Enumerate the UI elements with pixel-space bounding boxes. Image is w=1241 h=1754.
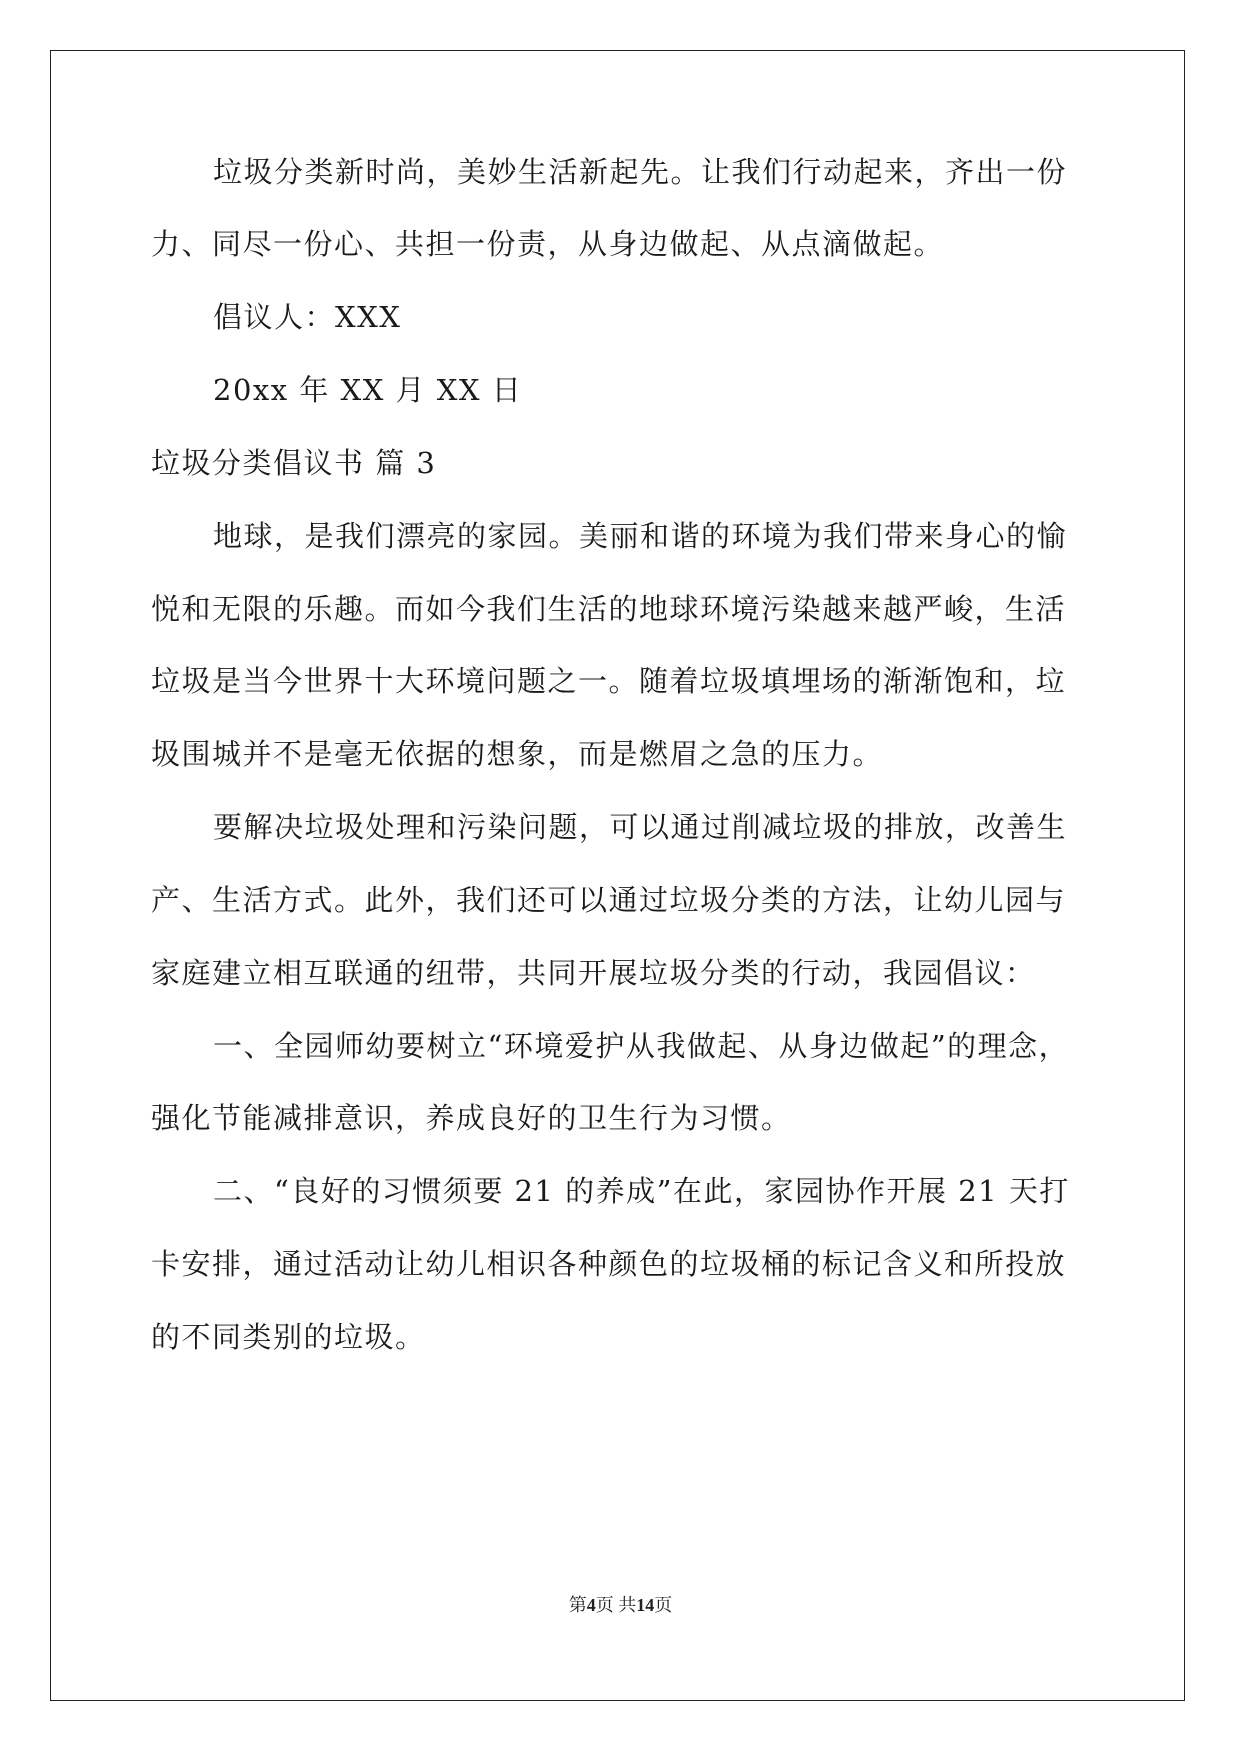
paragraph-line: 要解决垃圾处理和污染问题，可以通过削减垃圾的排放，改善生 bbox=[213, 810, 1068, 844]
paragraph-line: 地球，是我们漂亮的家园。美丽和谐的环境为我们带来身心的愉 bbox=[213, 519, 1068, 553]
paragraph-line: 悦和无限的乐趣。而如今我们生活的地球环境污染越来越严峻，生活 bbox=[151, 592, 1067, 626]
paragraph-line: 垃圾分类新时尚，美妙生活新起先。让我们行动起来，齐出一份 bbox=[213, 155, 1068, 189]
footer-mid: 页 共 bbox=[595, 1595, 637, 1615]
paragraph-line: 垃圾是当今世界十大环境问题之一。随着垃圾填埋场的渐渐饱和，垃 bbox=[151, 664, 1067, 698]
date-line: 20xx 年 XX 月 XX 日 bbox=[213, 373, 523, 407]
page-footer bbox=[0, 1591, 1241, 1617]
paragraph-line: 家庭建立相互联通的纽带，共同开展垃圾分类的行动，我园倡议： bbox=[151, 956, 1036, 990]
paragraph-line: 二、“良好的习惯须要 21 的养成”在此，家园协作开展 21 天打 bbox=[213, 1174, 1070, 1208]
paragraph-line: 强化节能减排意识，养成良好的卫生行为习惯。 bbox=[151, 1101, 792, 1135]
paragraph-line: 卡安排，通过活动让幼儿相识各种颜色的垃圾桶的标记含义和所投放 bbox=[151, 1247, 1067, 1281]
current-page-number: 4 bbox=[586, 1595, 596, 1615]
total-page-count: 14 bbox=[636, 1595, 655, 1615]
footer-prefix: 第 bbox=[568, 1595, 587, 1615]
signer-line: 倡议人：XXX bbox=[213, 300, 402, 334]
paragraph-line: 圾围城并不是毫无依据的想象，而是燃眉之急的压力。 bbox=[151, 737, 884, 771]
paragraph-line: 力、同尽一份心、共担一份责，从身边做起、从点滴做起。 bbox=[151, 227, 945, 261]
paragraph-line: 产、生活方式。此外，我们还可以通过垃圾分类的方法，让幼儿园与 bbox=[151, 883, 1067, 917]
paragraph-line: 的不同类别的垃圾。 bbox=[151, 1320, 426, 1354]
paragraph-line: 一、全园师幼要树立“环境爱护从我做起、从身边做起”的理念， bbox=[213, 1029, 1070, 1063]
section-heading: 垃圾分类倡议书 篇 3 bbox=[151, 446, 437, 480]
footer-suffix: 页 bbox=[654, 1595, 673, 1615]
